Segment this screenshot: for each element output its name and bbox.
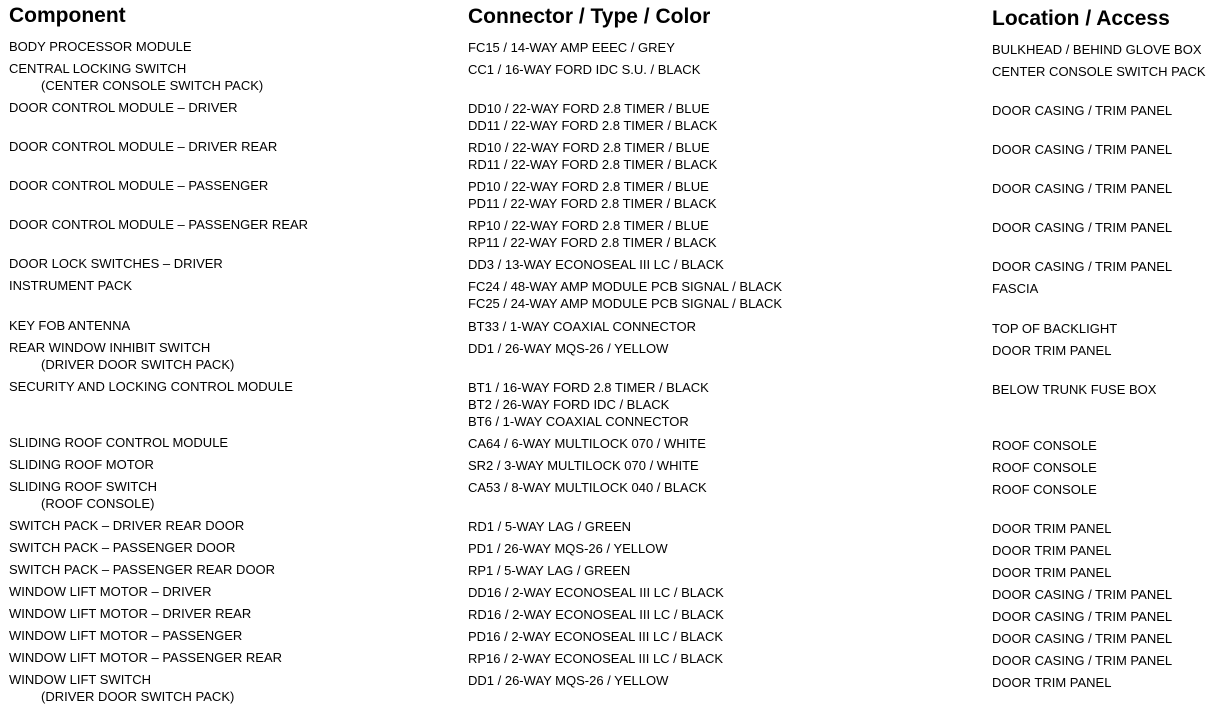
location-cell [992, 564, 1111, 581]
component-text: DOOR CONTROL MODULE – PASSENGER [9, 178, 269, 193]
location-cell [992, 41, 1202, 58]
connector-cell [468, 457, 699, 474]
component-cell [9, 277, 132, 294]
connector-cell [468, 139, 717, 173]
location-cell [992, 608, 1172, 625]
connector-cell [468, 628, 723, 645]
component-text: WINDOW LIFT SWITCH [9, 672, 152, 687]
connector-cell [468, 340, 668, 357]
component-text: SWITCH PACK – DRIVER REAR DOOR [9, 518, 245, 533]
location-cell [992, 437, 1097, 454]
component-text: REAR WINDOW INHIBIT SWITCH [9, 340, 211, 355]
connector-text: FC24 / 48-WAY AMP MODULE PCB SIGNAL / BLACK [468, 279, 783, 294]
connector-text: PD11 / 22-WAY FORD 2.8 TIMER / BLACK [468, 196, 717, 211]
connector-text: CA64 / 6-WAY MULTILOCK 070 / WHITE [468, 436, 706, 451]
location-cell [992, 141, 1172, 158]
connector-text: PD1 / 26-WAY MQS-26 / YELLOW [468, 541, 668, 556]
location-text: DOOR TRIM PANEL [992, 543, 1112, 558]
connector-text: RP10 / 22-WAY FORD 2.8 TIMER / BLUE [468, 218, 709, 233]
component-cell [9, 627, 242, 644]
component-text: (ROOF CONSOLE) [41, 496, 155, 511]
connector-text: RD16 / 2-WAY ECONOSEAL III LC / BLACK [468, 607, 724, 622]
location-text: DOOR TRIM PANEL [992, 521, 1112, 536]
connector-cell [468, 540, 668, 557]
connector-text: DD10 / 22-WAY FORD 2.8 TIMER / BLUE [468, 101, 710, 116]
location-cell [992, 219, 1172, 236]
location-text: DOOR CASING / TRIM PANEL [992, 653, 1173, 668]
component-text: SWITCH PACK – PASSENGER REAR DOOR [9, 562, 276, 577]
location-text: ROOF CONSOLE [992, 438, 1097, 453]
location-text: DOOR CASING / TRIM PANEL [992, 609, 1173, 624]
connector-cell [468, 562, 630, 579]
location-text: DOOR CASING / TRIM PANEL [992, 181, 1173, 196]
component-text: (DRIVER DOOR SWITCH PACK) [41, 689, 235, 704]
component-text: WINDOW LIFT MOTOR – PASSENGER [9, 628, 243, 643]
location-text: DOOR CASING / TRIM PANEL [992, 103, 1173, 118]
connector-text: CC1 / 16-WAY FORD IDC S.U. / BLACK [468, 62, 701, 77]
location-text: DOOR CASING / TRIM PANEL [992, 587, 1173, 602]
component-text: KEY FOB ANTENNA [9, 318, 131, 333]
component-cell [9, 583, 211, 600]
component-text: DOOR CONTROL MODULE – PASSENGER REAR [9, 217, 309, 232]
location-text: DOOR TRIM PANEL [992, 343, 1112, 358]
connector-text: RP16 / 2-WAY ECONOSEAL III LC / BLACK [468, 651, 724, 666]
location-cell [992, 342, 1111, 359]
connector-cell [468, 379, 709, 430]
component-text: (DRIVER DOOR SWITCH PACK) [41, 357, 235, 372]
location-cell [992, 459, 1097, 476]
connector-text: PD10 / 22-WAY FORD 2.8 TIMER / BLUE [468, 179, 709, 194]
connector-text: DD11 / 22-WAY FORD 2.8 TIMER / BLACK [468, 118, 718, 133]
connector-text: CA53 / 8-WAY MULTILOCK 040 / BLACK [468, 480, 707, 495]
component-text: WINDOW LIFT MOTOR – DRIVER [9, 584, 212, 599]
component-text: DOOR LOCK SWITCHES – DRIVER [9, 256, 223, 271]
header-location: Location / Access [992, 7, 1170, 30]
connector-text: FC15 / 14-WAY AMP EEEC / GREY [468, 40, 675, 55]
connector-cell [468, 217, 717, 251]
location-text: DOOR TRIM PANEL [992, 565, 1112, 580]
location-cell [992, 258, 1172, 275]
location-cell [992, 520, 1111, 537]
location-cell [992, 586, 1172, 603]
connector-text: RP1 / 5-WAY LAG / GREEN [468, 563, 631, 578]
component-text: DOOR CONTROL MODULE – DRIVER [9, 100, 238, 115]
location-cell [992, 674, 1111, 691]
component-cell [9, 339, 234, 373]
component-text: WINDOW LIFT MOTOR – DRIVER REAR [9, 606, 252, 621]
location-cell [992, 63, 1206, 80]
component-cell [9, 517, 244, 534]
location-cell [992, 381, 1156, 398]
component-cell [9, 177, 268, 194]
location-cell [992, 481, 1097, 498]
component-text: CENTRAL LOCKING SWITCH [9, 61, 187, 76]
component-text: INSTRUMENT PACK [9, 278, 133, 293]
component-cell [9, 378, 293, 395]
connector-cell [468, 100, 717, 134]
component-cell [9, 38, 192, 55]
component-cell [9, 605, 251, 622]
location-text: DOOR CASING / TRIM PANEL [992, 142, 1173, 157]
component-cell [9, 539, 235, 556]
component-text: SECURITY AND LOCKING CONTROL MODULE [9, 379, 293, 394]
location-text: FASCIA [992, 281, 1039, 296]
connector-text: DD3 / 13-WAY ECONOSEAL III LC / BLACK [468, 257, 724, 272]
component-text: SLIDING ROOF SWITCH [9, 479, 158, 494]
connector-text: DD16 / 2-WAY ECONOSEAL III LC / BLACK [468, 585, 724, 600]
component-cell [9, 255, 223, 272]
component-cell [9, 60, 263, 94]
location-text: ROOF CONSOLE [992, 482, 1097, 497]
connector-text: SR2 / 3-WAY MULTILOCK 070 / WHITE [468, 458, 699, 473]
location-cell [992, 320, 1117, 337]
location-cell [992, 630, 1172, 647]
component-cell [9, 138, 277, 155]
header-component: Component [9, 4, 126, 27]
connector-cell [468, 278, 782, 312]
connector-text: DD1 / 26-WAY MQS-26 / YELLOW [468, 341, 669, 356]
component-text: (CENTER CONSOLE SWITCH PACK) [41, 78, 264, 93]
location-cell [992, 280, 1038, 297]
component-text: DOOR CONTROL MODULE – DRIVER REAR [9, 139, 278, 154]
connector-cell [468, 479, 707, 496]
location-text: DOOR TRIM PANEL [992, 675, 1112, 690]
header-connector: Connector / Type / Color [468, 5, 711, 28]
connector-cell [468, 61, 700, 78]
location-text: BELOW TRUNK FUSE BOX [992, 382, 1157, 397]
component-cell [9, 99, 238, 116]
component-text: SLIDING ROOF MOTOR [9, 457, 154, 472]
component-cell [9, 317, 130, 334]
location-text: CENTER CONSOLE SWITCH PACK [992, 64, 1206, 79]
connector-text: BT6 / 1-WAY COAXIAL CONNECTOR [468, 414, 689, 429]
location-text: ROOF CONSOLE [992, 460, 1097, 475]
location-cell [992, 542, 1111, 559]
location-text: DOOR CASING / TRIM PANEL [992, 631, 1173, 646]
component-cell [9, 434, 228, 451]
location-cell [992, 180, 1172, 197]
connector-text: BT1 / 16-WAY FORD 2.8 TIMER / BLACK [468, 380, 709, 395]
location-text: BULKHEAD / BEHIND GLOVE BOX [992, 42, 1202, 57]
connector-cell [468, 39, 675, 56]
connector-text: BT2 / 26-WAY FORD IDC / BLACK [468, 397, 670, 412]
connector-cell [468, 435, 706, 452]
location-cell [992, 652, 1172, 669]
connector-text: DD1 / 26-WAY MQS-26 / YELLOW [468, 673, 669, 688]
connector-text: RD11 / 22-WAY FORD 2.8 TIMER / BLACK [468, 157, 718, 172]
connector-cell [468, 518, 631, 535]
connector-cell [468, 606, 724, 623]
component-text: SLIDING ROOF CONTROL MODULE [9, 435, 229, 450]
component-cell [9, 478, 157, 512]
location-cell [992, 102, 1172, 119]
component-cell [9, 456, 154, 473]
component-text: SWITCH PACK – PASSENGER DOOR [9, 540, 236, 555]
component-cell [9, 216, 308, 233]
connector-text: PD16 / 2-WAY ECONOSEAL III LC / BLACK [468, 629, 724, 644]
location-text: TOP OF BACKLIGHT [992, 321, 1118, 336]
connector-cell [468, 650, 723, 667]
connector-text: BT33 / 1-WAY COAXIAL CONNECTOR [468, 319, 697, 334]
connector-text: RP11 / 22-WAY FORD 2.8 TIMER / BLACK [468, 235, 717, 250]
connector-text: FC25 / 24-WAY AMP MODULE PCB SIGNAL / BLACK [468, 296, 783, 311]
connector-text: RD10 / 22-WAY FORD 2.8 TIMER / BLUE [468, 140, 710, 155]
connector-cell [468, 318, 696, 335]
component-cell [9, 561, 275, 578]
connector-cell [468, 256, 724, 273]
connector-cell [468, 584, 724, 601]
component-text: BODY PROCESSOR MODULE [9, 39, 192, 54]
connector-text: RD1 / 5-WAY LAG / GREEN [468, 519, 632, 534]
component-cell [9, 671, 234, 705]
connector-cell [468, 178, 717, 212]
component-text: WINDOW LIFT MOTOR – PASSENGER REAR [9, 650, 283, 665]
component-cell [9, 649, 282, 666]
location-text: DOOR CASING / TRIM PANEL [992, 259, 1173, 274]
connector-cell [468, 672, 668, 689]
location-text: DOOR CASING / TRIM PANEL [992, 220, 1173, 235]
